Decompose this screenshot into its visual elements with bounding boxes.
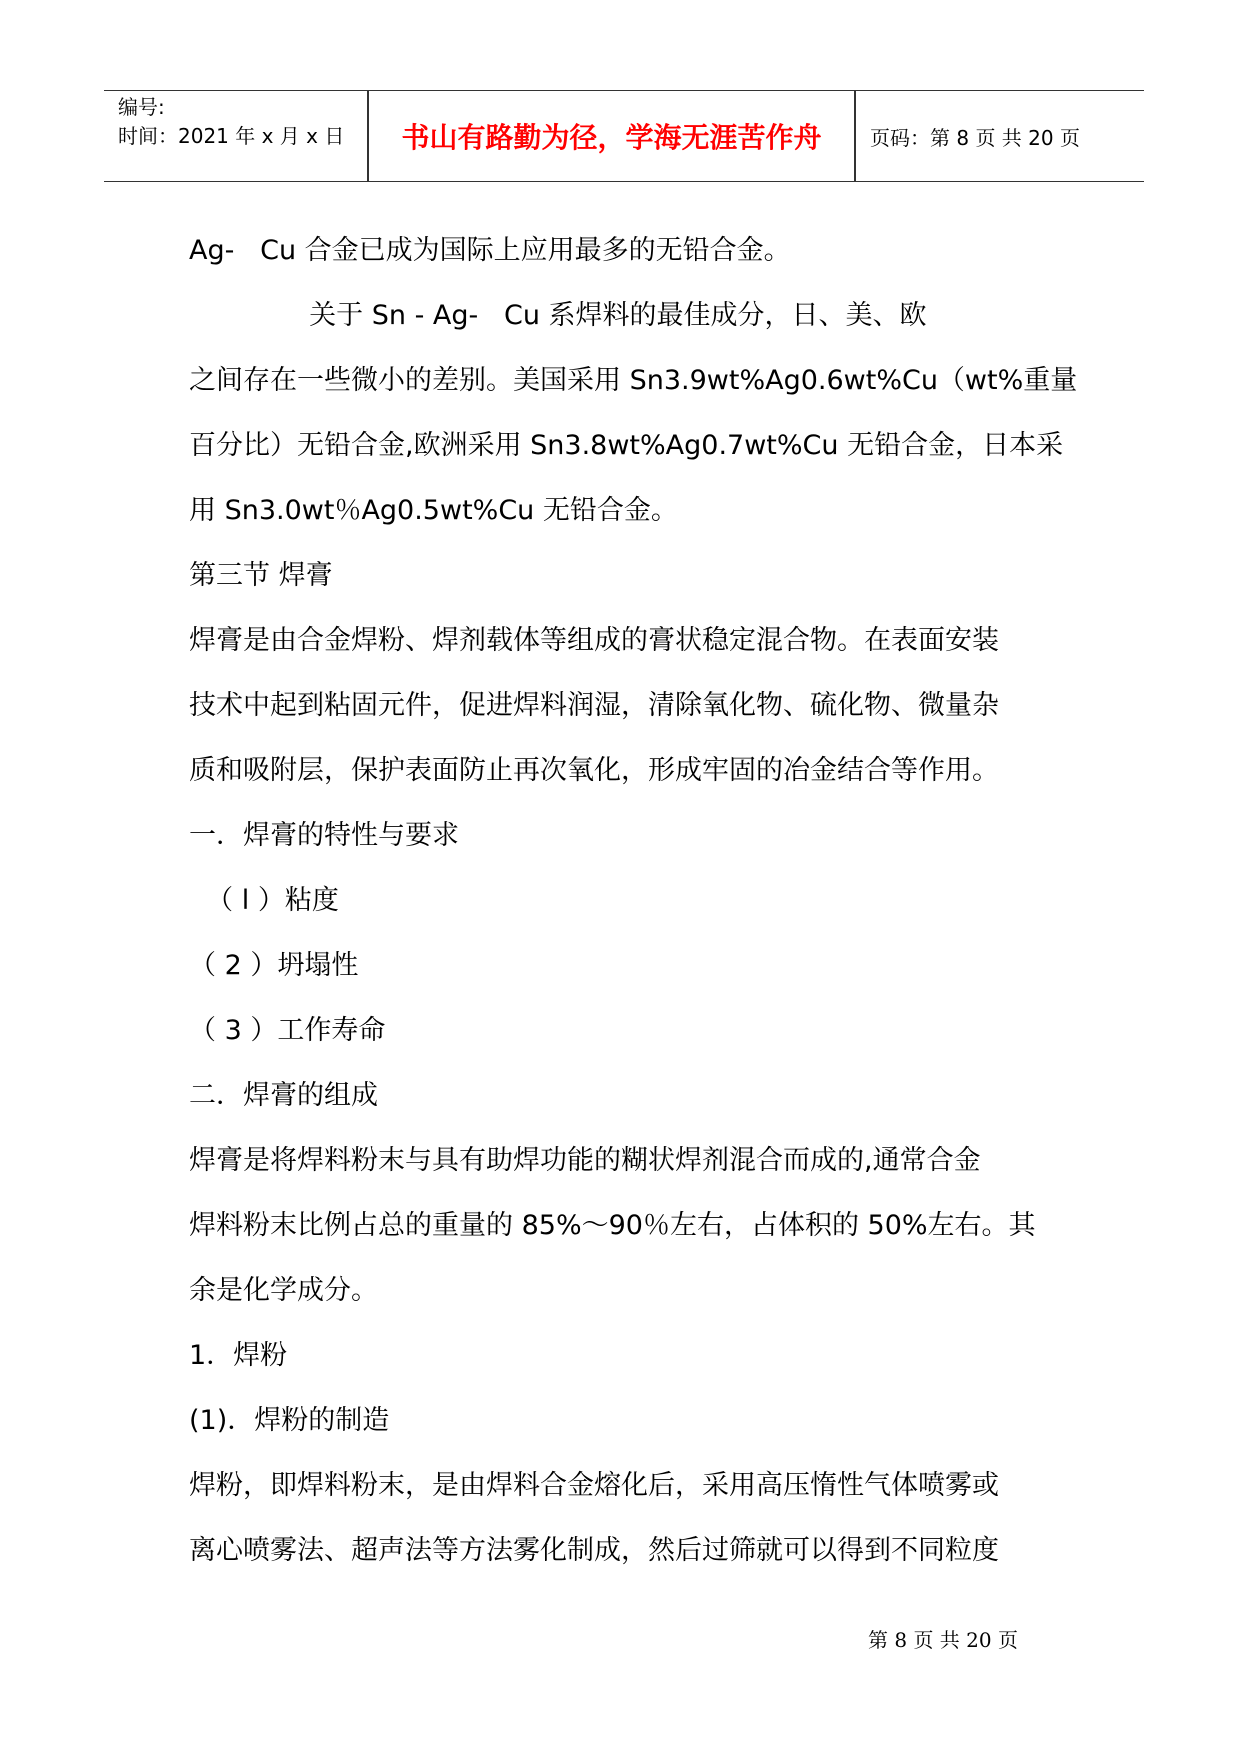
list-item: （ 2 ）坍塌性: [189, 950, 359, 981]
list-item: （ 3 ）工作寿命: [189, 1015, 386, 1046]
subsection-heading: 二．焊膏的组成: [189, 1080, 378, 1111]
body-line: Ag- Cu 合金已成为国际上应用最多的无铅合金。: [189, 235, 791, 266]
body-line: 焊膏是将焊料粉末与具有助焊功能的糊状焊剂混合而成的,通常合金: [189, 1145, 981, 1176]
subsection-heading: (1)．焊粉的制造: [189, 1405, 390, 1436]
page-header: [104, 90, 1144, 182]
subsection-heading: 1．焊粉: [189, 1340, 288, 1371]
body-line: 焊粉，即焊料粉末，是由焊料合金熔化后，采用高压惰性气体喷雾或: [189, 1470, 999, 1501]
body-line: 用 Sn3.0wt％Ag0.5wt%Cu 无铅合金。: [189, 495, 678, 526]
body-line: 余是化学成分。: [189, 1275, 378, 1306]
header-motto: 书山有路勤为径，学海无涯苦作舟: [401, 121, 822, 154]
time-label: 时间：2021 年 x 月 x 日: [118, 124, 345, 148]
body-line: 技术中起到粘固元件，促进焊料润湿，清除氧化物、硫化物、微量杂: [189, 690, 999, 721]
body-line: 质和吸附层，保护表面防止再次氧化，形成牢固的冶金结合等作用。: [189, 755, 999, 786]
body-line: 离心喷雾法、超声法等方法雾化制成，然后过筛就可以得到不同粒度: [189, 1535, 999, 1566]
body-line: 焊料粉末比例占总的重量的 85%～90％左右，占体积的 50%左右。其: [189, 1210, 1036, 1241]
subsection-heading: 一．焊膏的特性与要求: [189, 820, 459, 851]
body-line: 百分比）无铅合金,欧洲采用 Sn3.8wt%Ag0.7wt%Cu 无铅合金，日本采: [189, 430, 1064, 461]
header-page-info: 页码：第 8 页 共 20 页: [870, 125, 1080, 150]
header-meta: [118, 93, 344, 151]
doc-number-label: 编号:: [118, 95, 165, 119]
body-line: 之间存在一些微小的差别。美国采用 Sn3.9wt%Ag0.6wt%Cu（wt%重量: [189, 365, 1078, 396]
body-line: 焊膏是由合金焊粉、焊剂载体等组成的膏状稳定混合物。在表面安装: [189, 625, 999, 656]
page-footer: 第 8 页 共 20 页: [868, 1628, 1018, 1652]
document-body: [189, 218, 1089, 1583]
section-heading: 第三节 焊膏: [189, 560, 333, 591]
body-line: 关于 Sn - Ag- Cu 系焊料的最佳成分，日、美、欧: [189, 300, 927, 331]
list-item: （ l ）粘度: [189, 885, 339, 916]
